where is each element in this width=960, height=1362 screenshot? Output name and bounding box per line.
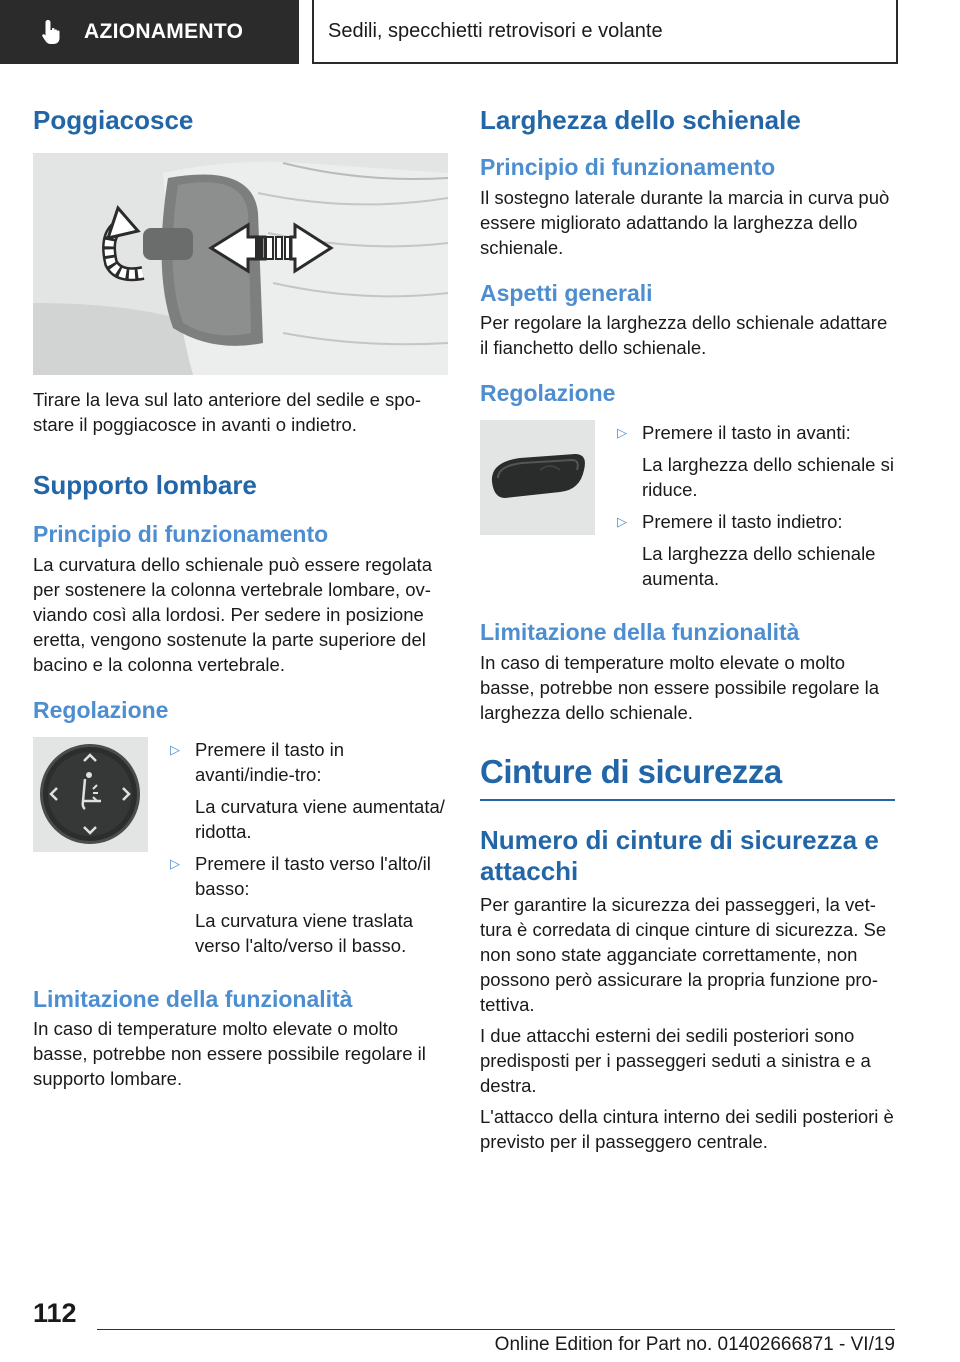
heading-poggiacosce: Poggiacosce xyxy=(33,105,194,135)
width-switch-image xyxy=(480,420,595,535)
text-principio: La curvatura dello schienale può essere regolata per sostenere la colonna vertebrale lombare, ov-viando così alla lordosi. Per sedere in posizione eretta, vengono sostenute la parte superiore del bacino e la colonna vertebrale. xyxy=(33,553,433,675)
heading-limitazione: Limitazione della funzionalità xyxy=(33,985,353,1012)
triangle-bullet-icon: ▷ xyxy=(170,741,180,757)
text-cinture-3: L'attacco della cintura interno dei sedili posteriori è previsto per il passeggero centrale. xyxy=(480,1105,894,1152)
text-aspetti: Per regolare la larghezza dello schienale adattare il fianchetto dello schienale. xyxy=(480,312,888,359)
text-limitazione-r: In caso di temperature molto elevate o molto basse, potrebbe non essere possibile regolare la larghezza dello schienale. xyxy=(480,651,880,723)
step-action: Premere il tasto in avanti/indie-tro: xyxy=(195,738,345,785)
heading-principio-r: Principio di funzionamento xyxy=(480,154,776,181)
edition-note: Online Edition for Part no. 01402666871 - VI/19 xyxy=(494,1334,895,1355)
step-action: Premere il tasto indietro: xyxy=(642,510,843,532)
list-item xyxy=(617,420,895,502)
section-title: AZIONAMENTO xyxy=(84,20,244,43)
hand-pointer-icon xyxy=(40,18,64,46)
heading-larghezza: Larghezza dello schienale xyxy=(480,105,801,135)
step-action: Premere il tasto verso l'alto/il basso: xyxy=(195,852,431,899)
heading-regolazione: Regolazione xyxy=(33,696,169,723)
footer-divider xyxy=(97,1329,895,1330)
page-number: 112 xyxy=(33,1298,77,1328)
lumbar-steps xyxy=(33,737,448,958)
heading-supporto-lombare: Supporto lombare xyxy=(33,470,257,501)
text-cinture-2: I due attacchi esterni dei sedili posteriori sono predisposti per i passeggeri seduti a sinistra e a destra. xyxy=(480,1024,871,1096)
triangle-bullet-icon: ▷ xyxy=(617,424,627,440)
heading-limitazione-r: Limitazione della funzionalità xyxy=(480,618,800,645)
right-column xyxy=(480,96,895,1154)
topic-tab xyxy=(312,0,898,64)
step-action: Premere il tasto in avanti: xyxy=(642,421,851,443)
step-result: La curvatura viene aumentata/ ridotta. xyxy=(195,795,445,842)
page-header xyxy=(0,0,960,66)
step-result: La larghezza dello schienale aumenta. xyxy=(642,542,876,589)
topic-title: Sedili, specchietti retrovisori e volante xyxy=(328,19,663,42)
step-result: La larghezza dello schienale si riduce. xyxy=(642,453,894,500)
list-item xyxy=(170,737,448,844)
heading-principio: Principio di funzionamento xyxy=(33,521,329,548)
heading-aspetti: Aspetti generali xyxy=(480,279,653,306)
list-item xyxy=(617,509,895,591)
triangle-bullet-icon: ▷ xyxy=(617,513,627,529)
text-limitazione: In caso di temperature molto elevate o molto basse, potrebbe non essere possibile regolare il supporto lombare. xyxy=(33,1018,426,1090)
triangle-bullet-icon: ▷ xyxy=(170,855,180,871)
thigh-support-illustration xyxy=(33,153,448,375)
text-principio-r: Il sostegno laterale durante la marcia in curva può essere migliorato adattando la larghezza dello schienale. xyxy=(480,186,890,258)
list-item xyxy=(170,851,448,958)
lumbar-switch-image xyxy=(33,737,148,852)
caption-poggiacosce: Tirare la leva sul lato anteriore del sedile e spo-stare il poggiacosce in avanti o indietro. xyxy=(33,389,422,436)
lumbar-step-list xyxy=(170,737,448,958)
width-step-list xyxy=(617,420,895,591)
text-cinture-1: Per garantire la sicurezza dei passeggeri, la vet-tura è corredata di cinque cinture di sicurezza. Se non sono state agganciate correttamente, non possono però assicurare la propria funzione pro-tettiva. xyxy=(480,893,887,1015)
step-result: La curvatura viene traslata verso l'alto/verso il basso. xyxy=(195,909,414,956)
left-column xyxy=(33,96,448,1091)
heading-numero-cinture: Numero di cinture di sicurezza e attacchi xyxy=(480,824,879,886)
section-tab xyxy=(0,0,299,64)
width-steps xyxy=(480,420,895,591)
heading-regolazione-r: Regolazione xyxy=(480,380,616,407)
heading-cinture: Cinture di sicurezza xyxy=(480,753,895,801)
